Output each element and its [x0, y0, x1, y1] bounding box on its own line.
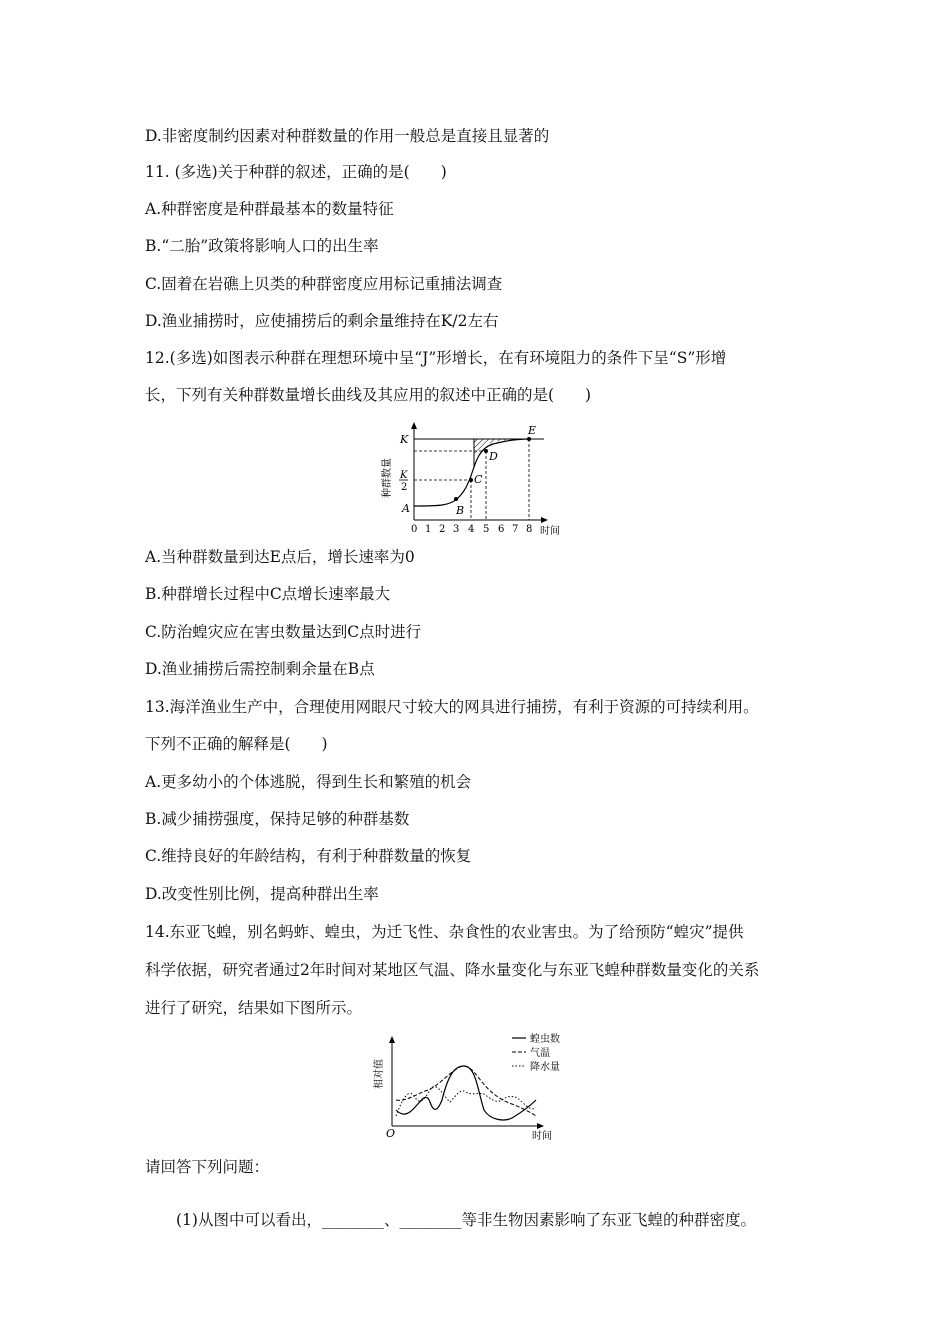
- x-tick: 1: [425, 524, 432, 535]
- text-line: C.维持良好的年龄结构，有利于种群数量的恢复: [145, 847, 472, 865]
- point-label-c: C: [474, 473, 483, 486]
- text-line: 11. (多选)关于种群的叙述，正确的是( ): [145, 163, 447, 181]
- text-line: B.“二胎”政策将影响人口的出生率: [145, 237, 379, 255]
- text-line: A.种群密度是种群最基本的数量特征: [145, 200, 394, 218]
- legend: [512, 1032, 560, 1073]
- point-e: [527, 437, 531, 441]
- text-line: A.更多幼小的个体逃脱，得到生长和繁殖的机会: [145, 773, 472, 791]
- point-label-a: A: [402, 502, 410, 515]
- legend-label: 降水量: [530, 1062, 560, 1073]
- text-line: C.固着在岩礁上贝类的种群密度应用标记重捕法调查: [145, 275, 503, 293]
- x-tick: 2: [439, 524, 446, 535]
- x-tick: 0: [411, 524, 418, 535]
- legend-label: 蝗虫数: [530, 1034, 560, 1045]
- precipitation-line: [396, 1087, 536, 1116]
- text-line: B.减少捕捞强度，保持足够的种群基数: [145, 810, 410, 828]
- legend-label: 气温: [530, 1048, 550, 1059]
- x-axis-label: 时间: [540, 526, 560, 537]
- x-tick: 5: [483, 524, 490, 535]
- text-line: 14.东亚飞蝗，别名蚂蚱、蝗虫，为迁飞性、杂食性的农业害虫。为了给预防“蝗灾”提供: [145, 923, 744, 941]
- s-curve: [414, 439, 529, 506]
- text-line: D.改变性别比例，提高种群出生率: [145, 885, 379, 903]
- text-line: 科学依据，研究者通过2年时间对某地区气温、降水量变化与东亚飞蝗种群数量变化的关系: [145, 961, 760, 979]
- growth-curve-figure: [368, 418, 578, 540]
- text-line: 12.(多选)如图表示种群在理想环境中呈“J”形增长，在有环境阻力的条件下呈“S”形增: [145, 349, 727, 367]
- x-tick: 3: [453, 524, 460, 535]
- point-label-b: B: [456, 504, 465, 517]
- text-line: D.非密度制约因素对种群数量的作用一般总是直接且显著的: [145, 127, 550, 145]
- text-line: 进行了研究，结果如下图所示。: [145, 999, 363, 1017]
- text-line: C.防治蝗灾应在害虫数量达到C点时进行: [145, 623, 422, 641]
- point-label-e: E: [528, 424, 537, 437]
- point-label-d: D: [489, 450, 498, 463]
- text-line: A.当种群数量到达E点后，增长速率为0: [145, 548, 415, 566]
- point-d: [484, 449, 488, 453]
- text-line: B.种群增长过程中C点增长速率最大: [145, 585, 391, 603]
- text-line: D.渔业捕捞后需控制剩余量在B点: [145, 660, 375, 678]
- temperature-line: [396, 1066, 536, 1116]
- x-tick: 6: [498, 524, 505, 535]
- origin-label: O: [386, 1127, 396, 1140]
- y-tick-k: K: [400, 433, 409, 446]
- x-tick: 7: [512, 524, 519, 535]
- locust-line: [396, 1066, 536, 1120]
- point-c: [469, 478, 473, 482]
- x-axis-label: 时间: [532, 1131, 552, 1142]
- y-tick-k-half-den: 2: [401, 482, 408, 493]
- text-line: D.渔业捕捞时，应使捕捞后的剩余量维持在K/2左右: [145, 312, 499, 330]
- text-line: (1)从图中可以看出，________、________等非生物因素影响了东亚飞蝗的种群密度。: [176, 1211, 756, 1229]
- text-line: 13.海洋渔业生产中，合理使用网眼尺寸较大的网具进行捕捞，有利于资源的可持续利用。: [145, 698, 759, 716]
- x-tick: 4: [468, 524, 475, 535]
- text-line: 长，下列有关种群数量增长曲线及其应用的叙述中正确的是( ): [145, 386, 592, 404]
- point-b: [454, 497, 458, 501]
- y-axis-label: 种群数量: [382, 458, 393, 498]
- x-tick: 8: [526, 524, 533, 535]
- text-line: 下列不正确的解释是( ): [145, 735, 328, 753]
- text-line: 请回答下列问题：: [145, 1158, 270, 1176]
- y-axis-label: 相对值: [374, 1059, 385, 1089]
- y-tick-k-half-num: K: [400, 470, 408, 481]
- locust-climate-figure: [372, 1030, 582, 1145]
